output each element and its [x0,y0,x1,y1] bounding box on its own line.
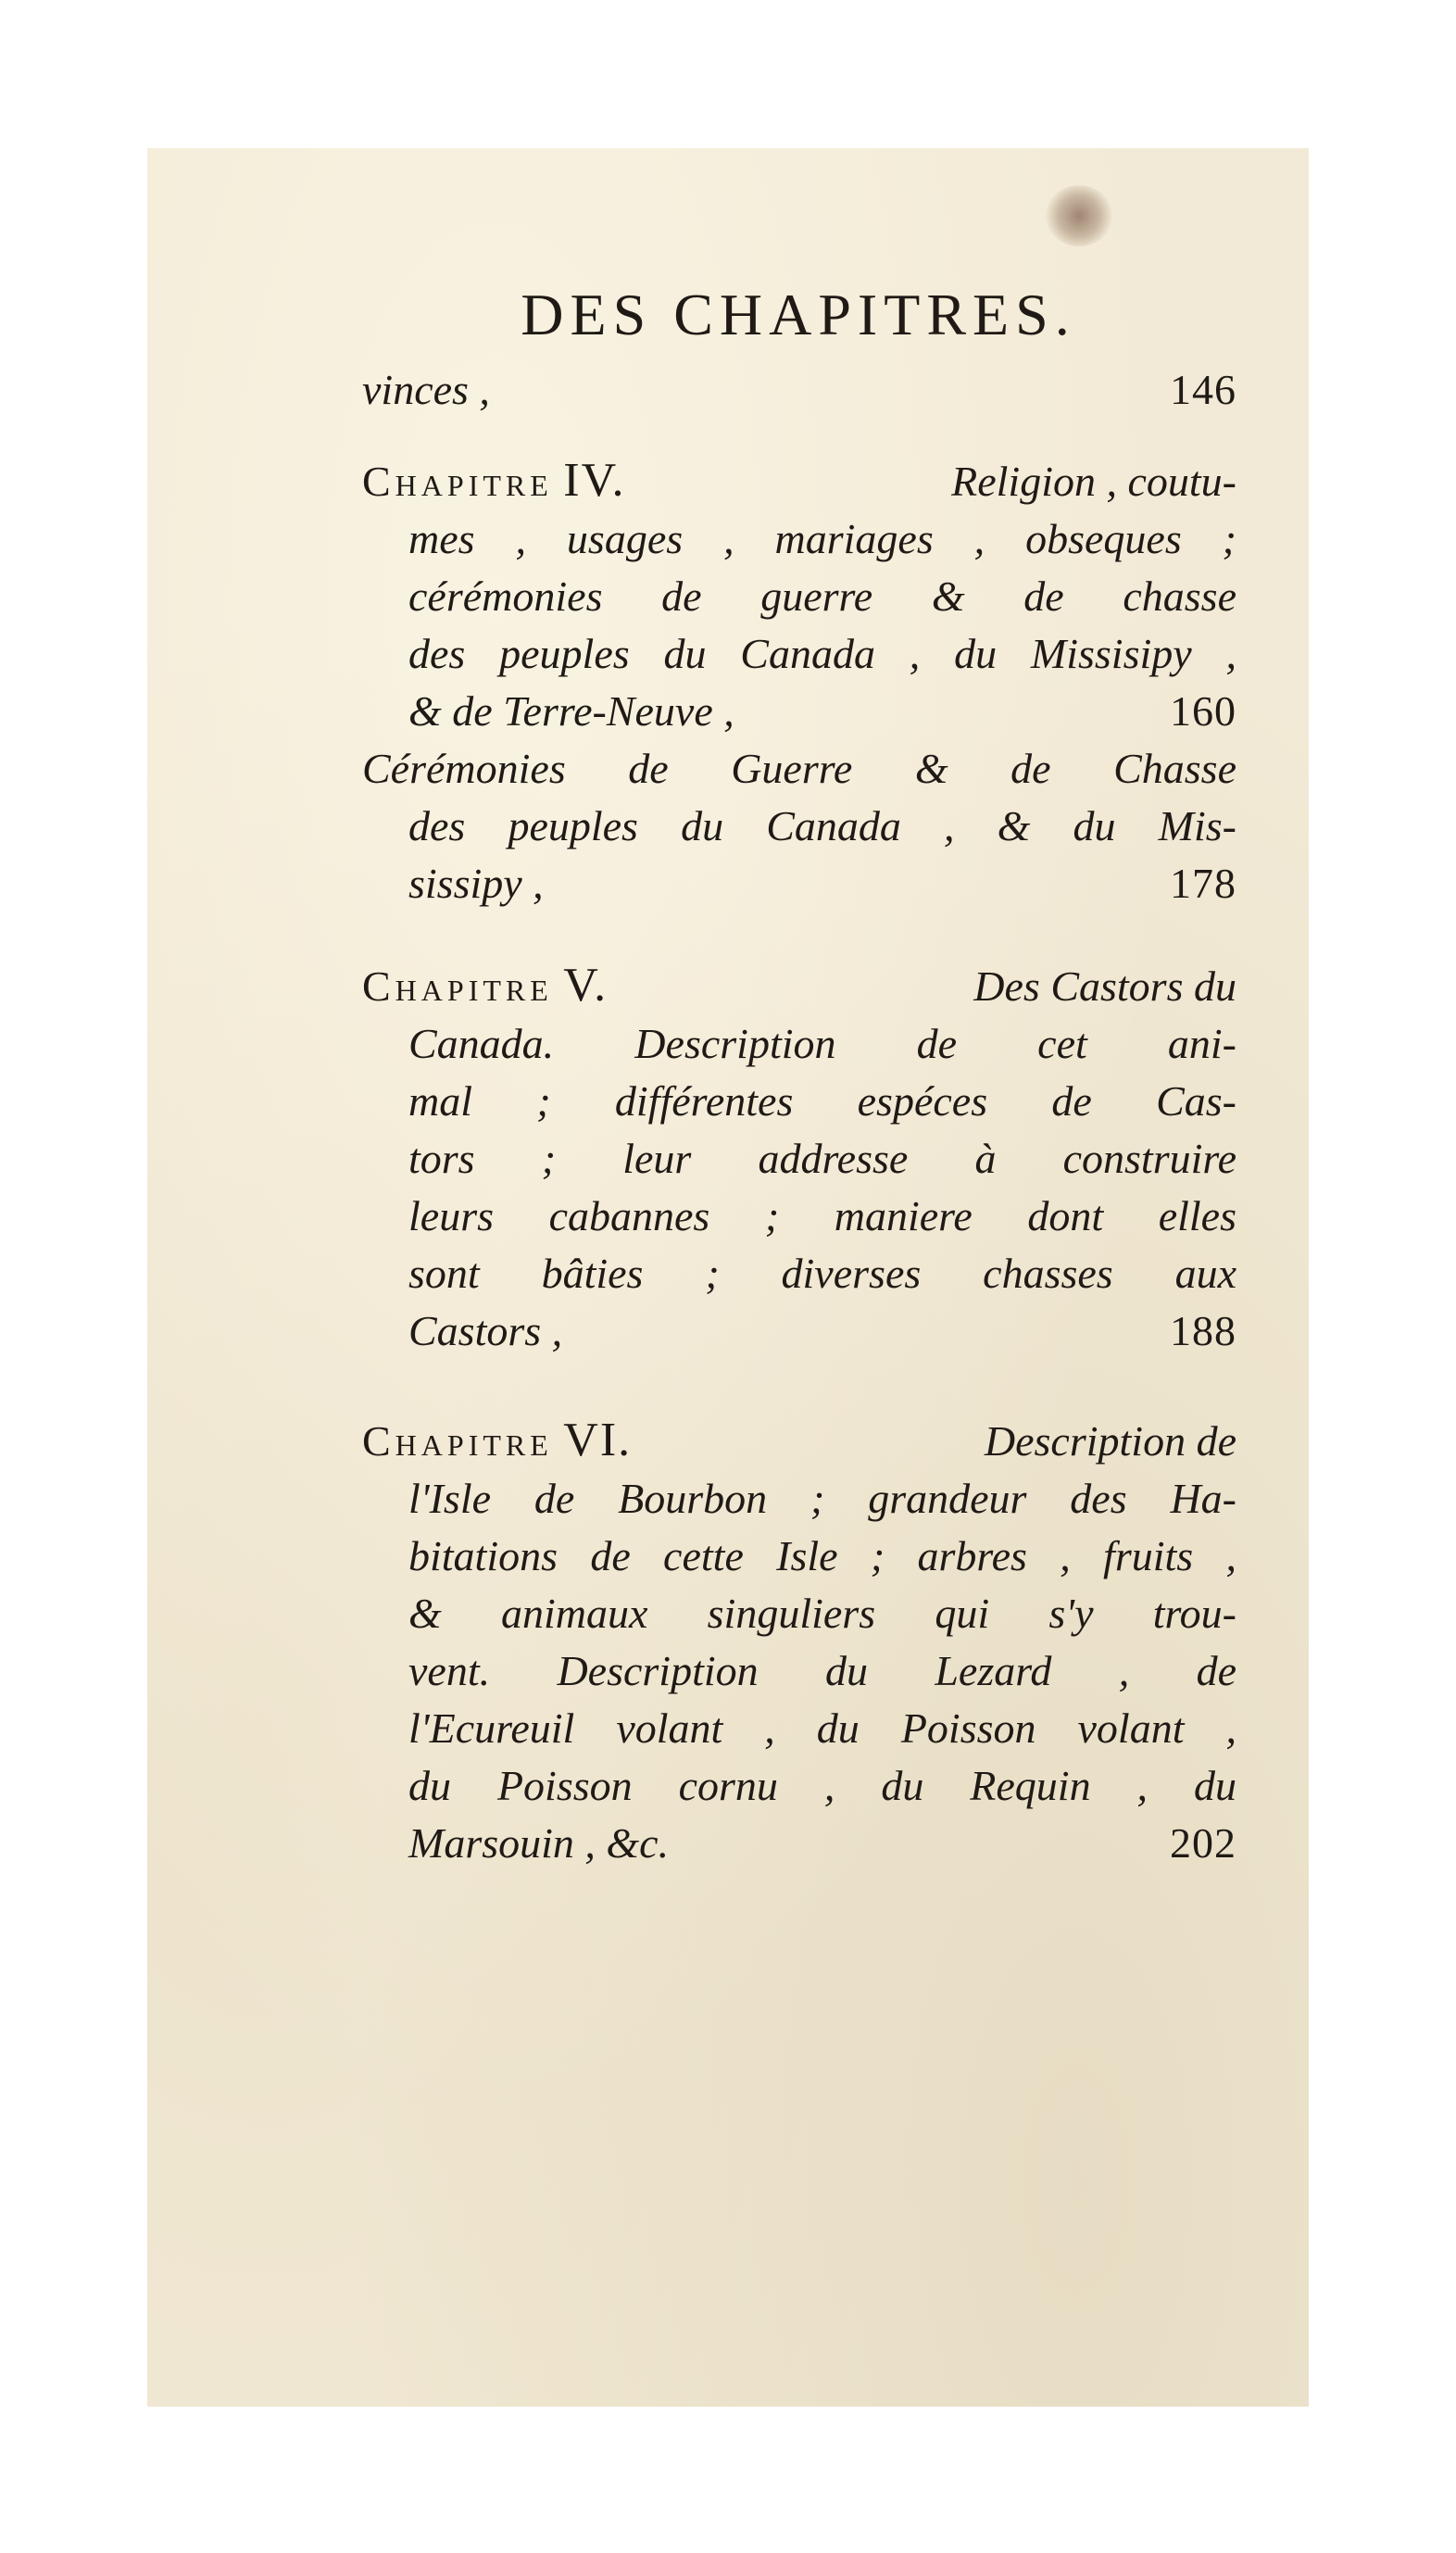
toc-line: sont bâties ; diverses chasses aux [408,1250,1236,1297]
chapter-number: VI. [563,1414,633,1466]
toc-line: & animaux singuliers qui s'y trou- [408,1590,1236,1637]
toc-line: vent. Description du Lezard , de [408,1647,1236,1694]
toc-page-number: 178 [1170,860,1236,907]
chapter-number: V. [563,959,609,1012]
toc-line: & de Terre-Neuve , [408,687,734,735]
toc-line: l'Ecureuil volant , du Poisson volant , [408,1704,1236,1752]
toc-entry-chapter-5 [362,957,1236,1360]
toc-line: bitations de cette Isle ; arbres , fruits , [408,1532,1236,1579]
toc-continuation-line [362,361,1236,419]
chapter-label: Chapitre [362,962,553,1010]
toc-line: sissipy , [408,860,544,907]
toc-line: Canada. Description de cet ani- [408,1020,1236,1067]
toc-line: Castors , [408,1307,563,1354]
running-head: DES CHAPITRES. [521,282,1076,347]
toc-line: Cérémonies de Guerre & de Chasse [362,745,1236,792]
toc-entry-ceremonies [362,740,1236,912]
chapter-number: IV. [563,454,626,507]
toc-line: cérémonies de guerre & de chasse [408,572,1236,620]
toc-line: Description de [984,1417,1236,1465]
toc-line: du Poisson cornu , du Requin , du [408,1762,1236,1809]
chapter-label: Chapitre [362,1417,553,1465]
toc-line: l'Isle de Bourbon ; grandeur des Ha- [408,1475,1236,1522]
toc-line: mal ; différentes espéces de Cas- [408,1077,1236,1125]
toc-page-number: 202 [1170,1819,1236,1867]
chapter-label: Chapitre [362,458,553,505]
toc-page-number: 188 [1170,1307,1236,1354]
toc-line: tors ; leur addresse à construire [408,1135,1236,1182]
paper-stain [1046,185,1112,246]
book-page [147,148,1309,2407]
toc-entry-chapter-4 [362,452,1236,740]
toc-line: Marsouin , &c. [408,1819,670,1867]
toc-entry-chapter-6 [362,1412,1236,1872]
toc-line: des peuples du Canada , du Missisipy , [408,630,1236,677]
toc-line: leurs cabannes ; maniere dont elles [408,1192,1236,1239]
toc-line: Des Castors du [973,962,1236,1010]
toc-entry-text: vinces , [362,366,490,413]
toc-page-number: 160 [1170,687,1236,735]
toc-line: mes , usages , mariages , obseques ; [408,515,1236,562]
toc-page-number: 146 [1170,366,1236,413]
toc-line: Religion , coutu- [951,458,1236,505]
toc-line: des peuples du Canada , & du Mis- [408,802,1236,849]
toc-block [362,361,1236,1872]
